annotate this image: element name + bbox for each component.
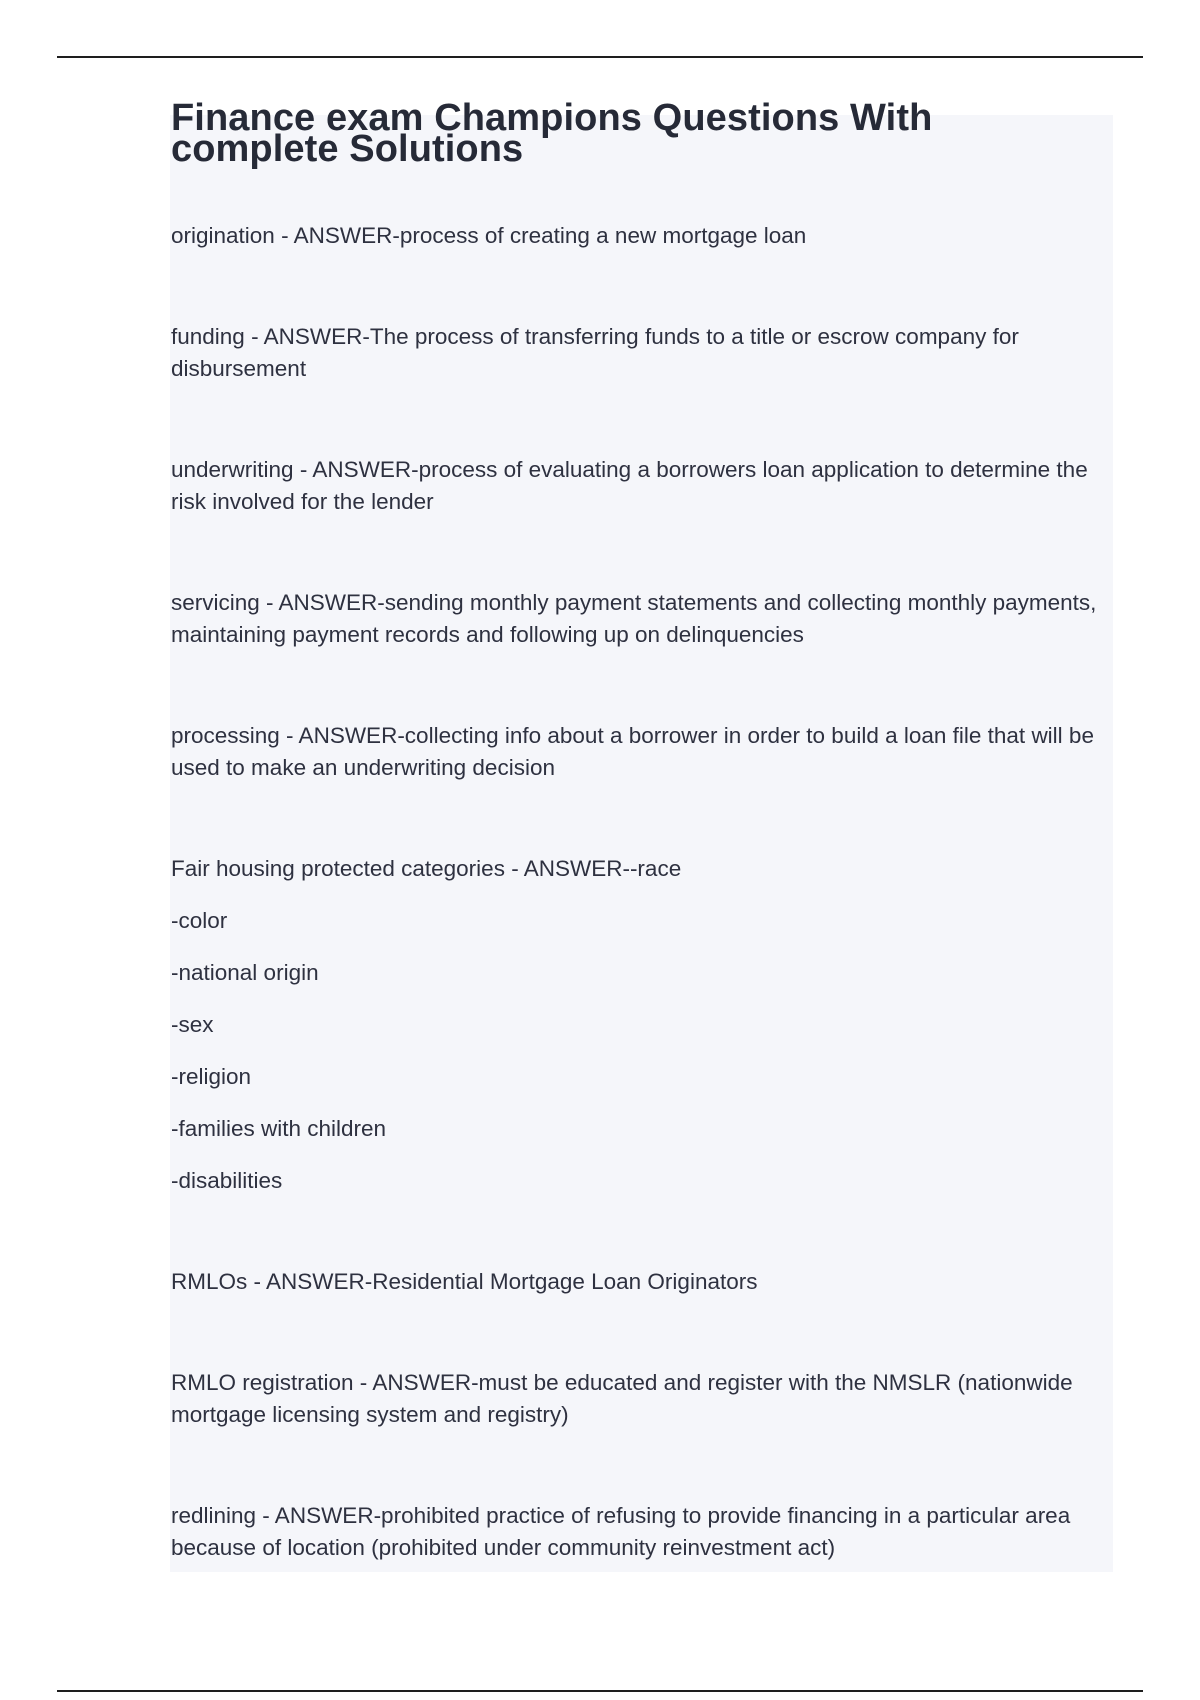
- qa-entry-underwriting: underwriting - ANSWER-process of evaluating a borrowers loan application to determine the risk involved for the lender: [171, 457, 1088, 514]
- title-line-2: complete Solutions: [171, 128, 524, 170]
- fair-housing-item: -religion: [171, 1064, 252, 1089]
- fair-housing-item: -disabilities: [171, 1168, 283, 1193]
- title-line-1: Finance exam Champions Questions With: [171, 97, 933, 139]
- bottom-rule: [57, 1690, 1143, 1692]
- document-body: [171, 97, 1106, 1564]
- qa-entry-redlining: redlining - ANSWER-prohibited practice of refusing to provide financing in a particular area because of location (prohibited under community reinvestment act): [171, 1503, 1071, 1560]
- document-title: [171, 97, 1106, 170]
- fair-housing-item: -color: [171, 908, 228, 933]
- qa-entry-servicing: servicing - ANSWER-sending monthly payment statements and collecting monthly payments, maintaining payment records and following up on delinquencies: [171, 590, 1097, 647]
- fair-housing-item: -national origin: [171, 960, 319, 985]
- qa-entry-funding: funding - ANSWER-The process of transferring funds to a title or escrow company for disbursement: [171, 324, 1019, 381]
- fair-housing-item: -sex: [171, 1012, 214, 1037]
- qa-entry-rmlo-registration: RMLO registration - ANSWER-must be educated and register with the NMSLR (nationwide mortgage licensing system and registry): [171, 1370, 1073, 1427]
- qa-entry-rmlos: RMLOs - ANSWER-Residential Mortgage Loan Originators: [171, 1269, 758, 1294]
- qa-entry-fair-housing: Fair housing protected categories - ANSWER--race: [171, 856, 682, 881]
- qa-entry-origination: origination - ANSWER-process of creating a new mortgage loan: [171, 223, 807, 248]
- qa-entry-processing: processing - ANSWER-collecting info about a borrower in order to build a loan file that will be used to make an underwriting decision: [171, 723, 1094, 780]
- fair-housing-item: -families with children: [171, 1116, 387, 1141]
- top-rule: [57, 56, 1143, 58]
